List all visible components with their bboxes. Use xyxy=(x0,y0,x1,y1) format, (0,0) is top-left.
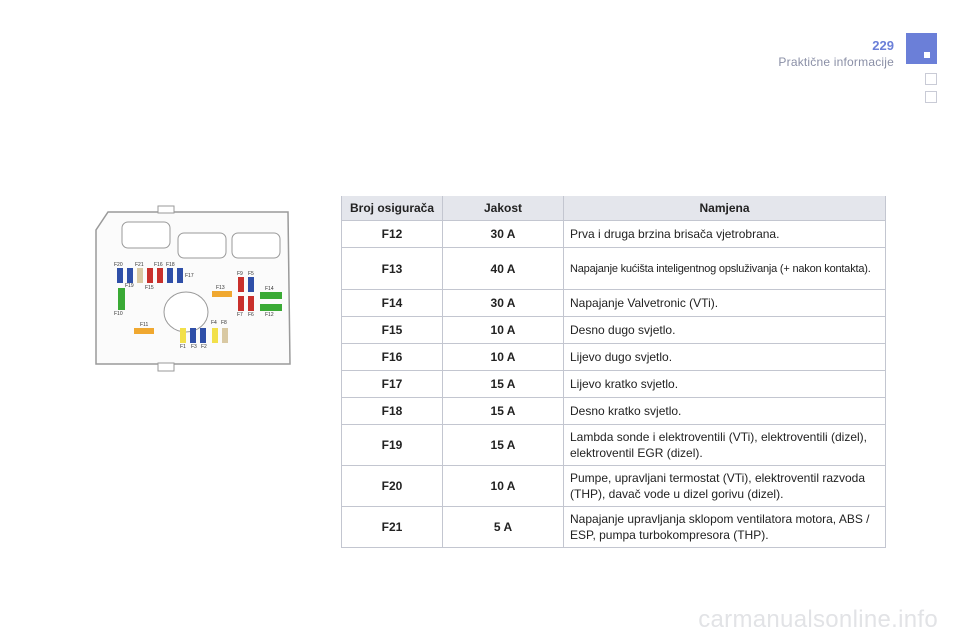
fuse-f6 xyxy=(248,296,254,311)
header-fuse-number: Broj osigurača xyxy=(342,196,443,221)
fuse-label: F4 xyxy=(211,320,217,326)
fuse-amperage: 15 A xyxy=(443,371,564,398)
table-row xyxy=(342,290,886,317)
fuse-f9 xyxy=(238,277,244,292)
fuse-amperage: 10 A xyxy=(443,344,564,371)
fuse-purpose: Lijevo kratko svjetlo. xyxy=(564,371,886,398)
fuse-label: F5 xyxy=(248,271,254,277)
fuse-label: F15 xyxy=(145,285,154,291)
table-row xyxy=(342,317,886,344)
chapter-tab-box-2 xyxy=(925,91,937,103)
table-header-row xyxy=(342,196,886,221)
watermark: carmanualsonline.info xyxy=(698,606,938,633)
fuse-f4 xyxy=(212,328,218,343)
fuse-number: F13 xyxy=(342,248,443,290)
fuse-label: F18 xyxy=(166,262,175,268)
fuse-number: F18 xyxy=(342,398,443,425)
fuse-f16b xyxy=(157,268,163,283)
fuse-amperage: 15 A xyxy=(443,398,564,425)
fuse-label: F17 xyxy=(185,273,194,279)
fuse-f7 xyxy=(238,296,244,311)
fuse-label: F14 xyxy=(265,286,274,292)
bottom-clip xyxy=(158,363,174,371)
fuse-amperage: 40 A xyxy=(443,248,564,290)
fuse-f16 xyxy=(147,268,153,283)
fuse-f21b xyxy=(137,268,143,283)
fuse-f18 xyxy=(167,268,173,283)
table-row xyxy=(342,398,886,425)
fuse-label: F16 xyxy=(154,262,163,268)
fuse-f8 xyxy=(222,328,228,343)
fuse-label: F7 xyxy=(237,312,243,318)
fuse-label: F10 xyxy=(114,311,123,317)
table-row xyxy=(342,344,886,371)
tab-marker xyxy=(924,52,930,58)
fuse-purpose: Napajanje upravljanja sklopom ventilatora motora, ABS / ESP, pumpa turbokompresora (THP). xyxy=(564,507,886,548)
fuse-f5 xyxy=(248,277,254,292)
fuse-label: F6 xyxy=(248,312,254,318)
fuse-label: F9 xyxy=(237,271,243,277)
table-row xyxy=(342,425,886,466)
fuse-number: F19 xyxy=(342,425,443,466)
page-number: 229 xyxy=(872,38,894,53)
header-amperage: Jakost xyxy=(443,196,564,221)
fuse-box-diagram xyxy=(88,200,300,376)
fuse-f21 xyxy=(127,268,133,283)
fuse-table xyxy=(341,196,886,548)
fuse-number: F21 xyxy=(342,507,443,548)
fuse-purpose: Napajanje Valvetronic (VTi). xyxy=(564,290,886,317)
fuse-label: F2 xyxy=(201,344,207,350)
fuse-number: F14 xyxy=(342,290,443,317)
fuse-f11 xyxy=(134,328,154,334)
fuse-purpose: Pumpe, upravljani termostat (VTi), elektroventil razvoda (THP), davač vode u dizel gorivu (dizel). xyxy=(564,466,886,507)
fuse-number: F20 xyxy=(342,466,443,507)
fuse-f12 xyxy=(260,304,282,311)
relay-cover-1 xyxy=(122,222,170,248)
fuse-label: F1 xyxy=(180,344,186,350)
table-row xyxy=(342,221,886,248)
fuse-label: F8 xyxy=(221,320,227,326)
fuse-purpose: Napajanje kućišta inteligentnog opsluživanja (+ nakon kontakta). xyxy=(564,248,886,290)
fuse-amperage: 30 A xyxy=(443,290,564,317)
chapter-tab-box-1 xyxy=(925,73,937,85)
fuse-purpose: Lijevo dugo svjetlo. xyxy=(564,344,886,371)
fuse-label: F12 xyxy=(265,312,274,318)
fuse-f14 xyxy=(260,292,282,299)
table-row xyxy=(342,371,886,398)
fuse-label: F13 xyxy=(216,285,225,291)
fuse-f3 xyxy=(190,328,196,343)
fuse-label: F11 xyxy=(140,322,149,328)
header-purpose: Namjena xyxy=(564,196,886,221)
fuse-purpose: Desno dugo svjetlo. xyxy=(564,317,886,344)
fuse-amperage: 10 A xyxy=(443,466,564,507)
fuse-purpose: Desno kratko svjetlo. xyxy=(564,398,886,425)
table-row xyxy=(342,507,886,548)
fuse-amperage: 10 A xyxy=(443,317,564,344)
fuse-number: F16 xyxy=(342,344,443,371)
fuse-amperage: 5 A xyxy=(443,507,564,548)
fuse-label: F3 xyxy=(191,344,197,350)
fuse-f2 xyxy=(200,328,206,343)
fuse-amperage: 15 A xyxy=(443,425,564,466)
section-title: Praktične informacije xyxy=(778,55,894,69)
fuse-purpose: Lambda sonde i elektroventili (VTi), elektroventili (dizel), elektroventil EGR (dizel). xyxy=(564,425,886,466)
relay-cover-2 xyxy=(178,233,226,258)
fuse-number: F15 xyxy=(342,317,443,344)
table-row xyxy=(342,248,886,290)
table-row xyxy=(342,466,886,507)
fuse-number: F12 xyxy=(342,221,443,248)
fuse-amperage: 30 A xyxy=(443,221,564,248)
fuse-f10 xyxy=(118,288,125,310)
fuse-f20 xyxy=(117,268,123,283)
round-cover xyxy=(164,292,208,332)
fuse-number: F17 xyxy=(342,371,443,398)
fuse-f17 xyxy=(177,268,183,283)
fuse-label: F20 xyxy=(114,262,123,268)
relay-cover-3 xyxy=(232,233,280,258)
top-clip xyxy=(158,206,174,213)
fuse-label: F21 xyxy=(135,262,144,268)
chapter-tab xyxy=(906,33,937,64)
fuse-f13 xyxy=(212,291,232,297)
fuse-f1 xyxy=(180,328,186,343)
fuse-label: F19 xyxy=(125,283,134,289)
fuse-purpose: Prva i druga brzina brisača vjetrobrana. xyxy=(564,221,886,248)
